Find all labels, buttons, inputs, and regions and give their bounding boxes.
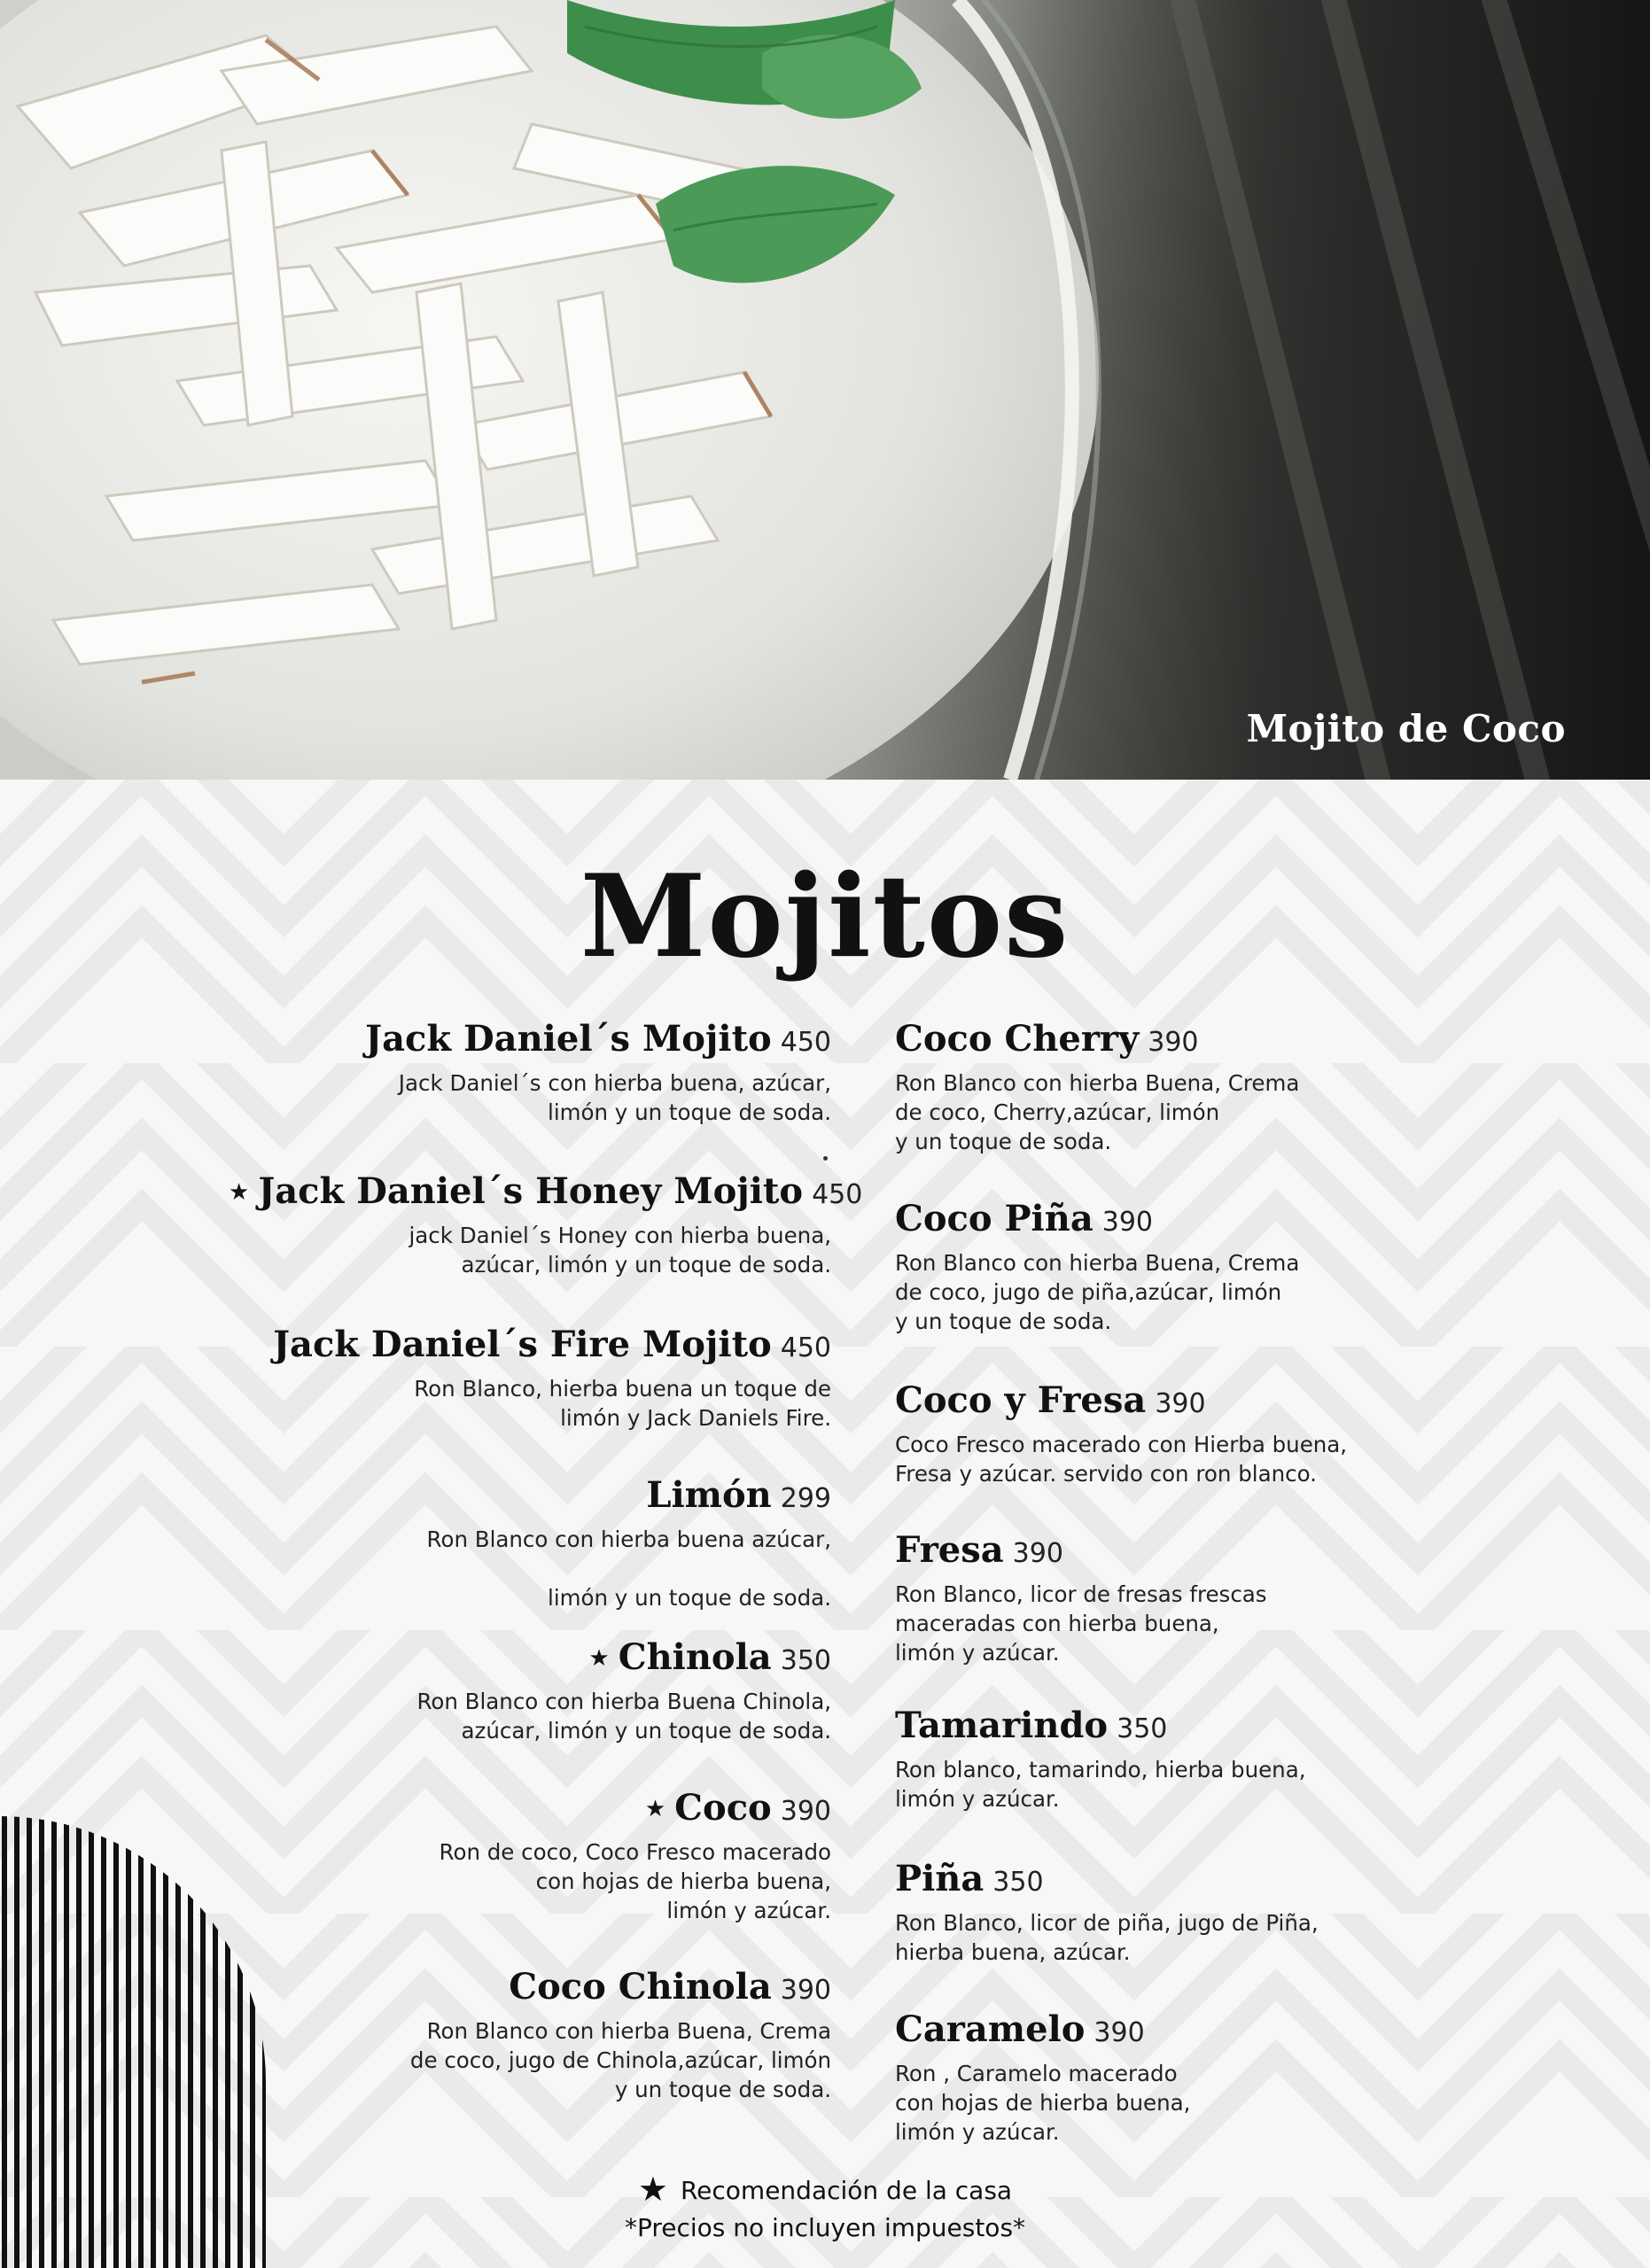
item-description: Ron Blanco con hierba Buena Chinola, azúcar, limón y un toque de soda. — [416, 1689, 831, 1744]
item-name: Caramelo — [895, 2008, 1086, 2050]
item-description: Ron Blanco, licor de fresas frescas maceradas con hierba buena, limón y azúcar. — [895, 1581, 1267, 1666]
menu-item-chinola — [229, 1637, 831, 1745]
house-recommendation-star-icon: ★ — [588, 1645, 610, 1672]
menu-item-fresa — [895, 1530, 1462, 1667]
menu-item-pina — [895, 1859, 1462, 1967]
page-title: Mojitos — [580, 850, 1070, 983]
item-name: Coco Piña — [895, 1198, 1094, 1239]
menu-item-jack-daniels-mojito — [229, 1019, 831, 1127]
item-description: Ron Blanco con hierba Buena, Crema de coco, Cherry,azúcar, limón y un toque de soda. — [895, 1070, 1300, 1154]
taxes-note: *Precios no incluyen impuestos* — [624, 2213, 1026, 2242]
item-description: Ron Blanco, hierba buena un toque de limón y Jack Daniels Fire. — [414, 1376, 831, 1431]
item-price: 350 — [780, 1645, 831, 1676]
item-description: Ron Blanco con hierba Buena, Crema de coco, jugo de piña,azúcar, limón y un toque de soda. — [895, 1250, 1300, 1334]
menu-item-coco — [229, 1788, 831, 1925]
item-description: Ron blanco, tamarindo, hierba buena, limón y azúcar. — [895, 1757, 1306, 1812]
item-name: Jack Daniel´s Fire Mojito — [273, 1324, 772, 1365]
item-description: Ron Blanco, licor de piña, jugo de Piña, hierba buena, azúcar. — [895, 1910, 1319, 1965]
item-name: Coco Cherry — [895, 1018, 1140, 1060]
item-name: Jack Daniel´s Mojito — [365, 1018, 772, 1060]
item-description: Ron Blanco con hierba buena azúcar, limón y un toque de soda. — [426, 1526, 831, 1611]
decorative-dot — [823, 1156, 828, 1161]
menu-item-jack-daniels-honey-mojito — [229, 1170, 863, 1279]
item-price: 390 — [1012, 1538, 1063, 1569]
item-price: 350 — [992, 1867, 1044, 1898]
hero-caption: Mojito de Coco — [1246, 707, 1566, 750]
recommendation-legend — [0, 2171, 1650, 2210]
item-price: 350 — [1117, 1713, 1168, 1744]
item-name: Jack Daniel´s Honey Mojito — [258, 1170, 804, 1212]
item-price: 450 — [780, 1027, 831, 1058]
item-price: 390 — [780, 1796, 831, 1827]
menu-item-caramelo — [895, 2009, 1462, 2147]
menu-item-coco-cherry — [895, 1019, 1462, 1156]
item-description: Coco Fresco macerado con Hierba buena, Fresa y azúcar. servido con ron blanco. — [895, 1432, 1348, 1487]
house-recommendation-star-icon: ★ — [229, 1179, 250, 1206]
item-price: 390 — [1101, 1207, 1154, 1238]
item-price: 390 — [1155, 1388, 1206, 1419]
item-name: Piña — [895, 1858, 985, 1899]
recommendation-label: Recomendación de la casa — [680, 2176, 1013, 2205]
item-price: 390 — [780, 1975, 831, 2006]
item-name: Limón — [646, 1474, 772, 1516]
item-name: Coco Chinola — [509, 1966, 772, 2008]
item-price: 450 — [780, 1332, 831, 1363]
menu-item-coco-chinola — [229, 1967, 831, 2104]
item-name: Coco — [674, 1787, 772, 1829]
mojito-de-coco-photo — [0, 0, 1650, 780]
house-recommendation-star-icon: ★ — [644, 1796, 666, 1822]
item-price: 390 — [1148, 1027, 1199, 1058]
hero-photo — [0, 0, 1650, 780]
item-description: Ron Blanco con hierba Buena, Crema de coco, jugo de Chinola,azúcar, limón y un toque de soda. — [409, 2018, 831, 2102]
item-price: 299 — [780, 1483, 831, 1514]
menu-item-coco-y-fresa — [895, 1380, 1462, 1488]
star-icon: ★ — [637, 2170, 668, 2209]
item-name: Coco y Fresa — [895, 1379, 1147, 1421]
item-name: Fresa — [895, 1529, 1004, 1571]
item-description: jack Daniel´s Honey con hierba buena, azúcar, limón y un toque de soda. — [409, 1223, 831, 1278]
item-description: Ron de coco, Coco Fresco macerado con hojas de hierba buena, limón y azúcar. — [439, 1839, 831, 1923]
item-name: Tamarindo — [895, 1705, 1109, 1746]
item-description: Ron , Caramelo macerado con hojas de hierba buena, limón y azúcar. — [895, 2061, 1191, 2145]
menu-item-jack-daniels-fire-mojito — [229, 1324, 831, 1433]
menu-item-limon — [229, 1475, 831, 1612]
item-price: 450 — [812, 1179, 863, 1210]
item-description: Jack Daniel´s con hierba buena, azúcar, limón y un toque de soda. — [398, 1070, 831, 1125]
footer-notes — [0, 2171, 1650, 2247]
menu-item-tamarindo — [895, 1705, 1462, 1814]
item-price: 390 — [1094, 2017, 1145, 2048]
item-name: Chinola — [618, 1636, 772, 1678]
menu-item-coco-pina — [895, 1199, 1462, 1336]
